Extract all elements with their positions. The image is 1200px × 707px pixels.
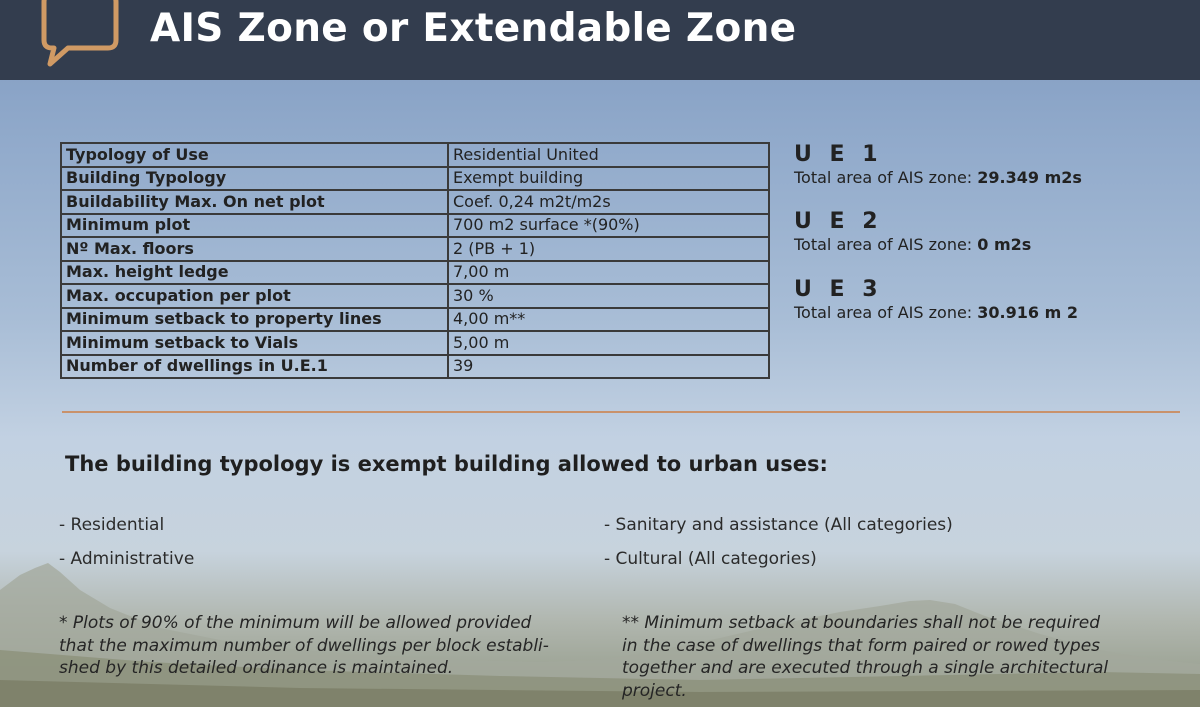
table-row: [61, 167, 769, 191]
unit-area-line: [794, 303, 1078, 323]
row-key: Building Typology: [61, 167, 448, 191]
row-key: Nº Max. floors: [61, 237, 448, 261]
row-value: 7,00 m: [448, 261, 769, 285]
unit-name: U E 2: [794, 209, 883, 234]
row-key: Minimum plot: [61, 214, 448, 238]
unit-area-value: 30.916 m 2: [977, 303, 1078, 322]
unit-name: U E 1: [794, 142, 883, 167]
use-item: - Cultural (All categories): [604, 549, 817, 569]
row-key: Minimum setback to property lines: [61, 308, 448, 332]
page-title: AIS Zone or Extendable Zone: [150, 6, 797, 51]
table-row: [61, 331, 769, 355]
footnote-line: ** Minimum setback at boundaries shall not be required: [622, 613, 1101, 633]
unit-ue2: [794, 209, 1031, 255]
row-key: Max. height ledge: [61, 261, 448, 285]
table-row: [61, 261, 769, 285]
section-divider: [62, 411, 1180, 413]
use-item: - Administrative: [59, 549, 195, 569]
row-value: Residential United: [448, 143, 769, 167]
footnote-line: in the case of dwellings that form paired or rowed types: [622, 635, 1101, 656]
row-key: Number of dwellings in U.E.1: [61, 355, 448, 379]
row-value: 4,00 m**: [448, 308, 769, 332]
footnote-line: together and are executed through a single architectural: [622, 658, 1109, 678]
table-row: [61, 355, 769, 379]
uses-heading: The building typology is exempt building allowed to urban uses:: [65, 452, 828, 476]
table-row: [61, 143, 769, 167]
table-row: [61, 284, 769, 308]
row-value: Exempt building: [448, 167, 769, 191]
row-key: Minimum setback to Vials: [61, 331, 448, 355]
row-value: 2 (PB + 1): [448, 237, 769, 261]
row-key: Max. occupation per plot: [61, 284, 448, 308]
use-item: - Residential: [59, 515, 165, 535]
unit-area-line: [794, 235, 1031, 255]
row-key: Typology of Use: [61, 143, 448, 167]
unit-area-value: 29.349 m2s: [977, 168, 1082, 187]
table-row: [61, 214, 769, 238]
footnote-line: that the maximum number of dwellings per block establi-: [59, 635, 549, 656]
unit-area-label: Total area of AIS zone:: [794, 168, 978, 187]
footnote-plots: [59, 612, 549, 680]
table-row: [61, 190, 769, 214]
unit-area-label: Total area of AIS zone:: [794, 303, 978, 322]
row-value: 39: [448, 355, 769, 379]
table-row: [61, 237, 769, 261]
unit-ue3: [794, 277, 1078, 323]
unit-name: U E 3: [794, 277, 883, 302]
unit-ue1: [794, 142, 1082, 188]
table-row: [61, 308, 769, 332]
row-value: 700 m2 surface *(90%): [448, 214, 769, 238]
row-key: Buildability Max. On net plot: [61, 190, 448, 214]
footnote-setback: [622, 612, 1108, 702]
parameters-table: [60, 142, 770, 379]
use-item: - Sanitary and assistance (All categories): [604, 515, 953, 535]
footnote-line: shed by this detailed ordinance is maintained.: [59, 658, 454, 678]
footnote-line: * Plots of 90% of the minimum will be allowed provided: [59, 613, 532, 633]
footnote-line: project.: [622, 680, 687, 701]
row-value: Coef. 0,24 m2t/m2s: [448, 190, 769, 214]
row-value: 5,00 m: [448, 331, 769, 355]
unit-area-label: Total area of AIS zone:: [794, 235, 978, 254]
unit-area-value: 0 m2s: [977, 235, 1032, 254]
unit-area-line: [794, 168, 1082, 188]
row-value: 30 %: [448, 284, 769, 308]
